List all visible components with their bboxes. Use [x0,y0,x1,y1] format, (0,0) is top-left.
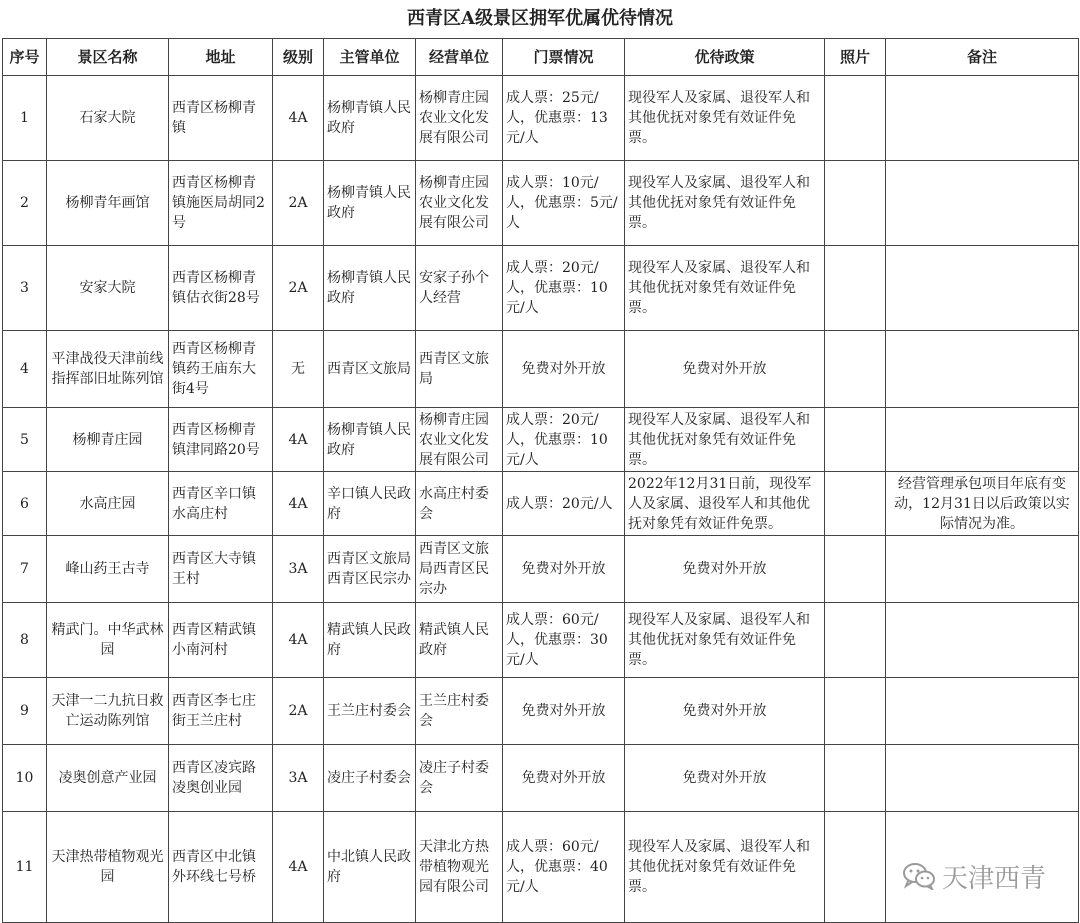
cell-name: 杨柳青年画馆 [47,161,169,246]
cell-ticket: 成人票：10元/人，优惠票：5元/人 [503,161,625,246]
cell-address: 西青区杨柳青镇施医局胡同2号 [169,161,273,246]
cell-no: 7 [3,536,47,603]
cell-level: 3A [273,745,324,812]
table-row [3,76,1079,161]
cell-name: 精武门。中华武林园 [47,603,169,678]
cell-remark [886,246,1079,331]
cell-remark [886,745,1079,812]
cell-photo [825,331,886,408]
cell-ticket: 成人票：20元/人 [503,472,625,536]
table-row [3,678,1079,745]
cell-address: 西青区杨柳青镇药王庙东大街4号 [169,331,273,408]
cell-operator: 凌庄子村委会 [416,745,503,812]
cell-authority: 杨柳青镇人民政府 [324,161,416,246]
header-authority: 主管单位 [324,39,416,76]
cell-level: 4A [273,812,324,923]
cell-address: 西青区凌宾路凌奥创业园 [169,745,273,812]
cell-remark [886,678,1079,745]
cell-name: 凌奥创意产业园 [47,745,169,812]
cell-policy: 现役军人及家属、退役军人和其他优抚对象凭有效证件免票。 [625,408,825,472]
cell-operator: 精武镇人民政府 [416,603,503,678]
cell-photo [825,76,886,161]
cell-address: 西青区李七庄街王兰庄村 [169,678,273,745]
cell-operator: 杨柳青庄园农业文化发展有限公司 [416,161,503,246]
cell-level: 4A [273,603,324,678]
table-row [3,161,1079,246]
cell-level: 3A [273,536,324,603]
header-no: 序号 [3,39,47,76]
cell-authority: 精武镇人民政府 [324,603,416,678]
cell-authority: 杨柳青镇人民政府 [324,408,416,472]
cell-policy: 免费对外开放 [625,678,825,745]
cell-policy: 免费对外开放 [625,331,825,408]
wechat-icon [902,862,936,890]
cell-address: 西青区中北镇外环线七号桥 [169,812,273,923]
cell-level: 4A [273,408,324,472]
cell-ticket: 成人票：25元/人，优惠票：13元/人 [503,76,625,161]
cell-address: 西青区杨柳青镇 [169,76,273,161]
cell-remark [886,408,1079,472]
cell-level: 2A [273,246,324,331]
header-remark: 备注 [886,39,1079,76]
cell-operator: 王兰庄村委会 [416,678,503,745]
cell-policy: 免费对外开放 [625,536,825,603]
cell-authority: 杨柳青镇人民政府 [324,246,416,331]
cell-name: 安家大院 [47,246,169,331]
cell-name: 平津战役天津前线指挥部旧址陈列馆 [47,331,169,408]
cell-remark [886,76,1079,161]
header-name: 景区名称 [47,39,169,76]
header-address: 地址 [169,39,273,76]
cell-name: 石家大院 [47,76,169,161]
watermark [902,858,1046,894]
cell-policy: 现役军人及家属、退役军人和其他优抚对象凭有效证件免票。 [625,812,825,923]
table-row [3,472,1079,536]
cell-level: 2A [273,678,324,745]
cell-level: 4A [273,472,324,536]
cell-ticket: 免费对外开放 [503,745,625,812]
cell-photo [825,161,886,246]
cell-photo [825,408,886,472]
cell-operator: 天津北方热带植物观光园有限公司 [416,812,503,923]
cell-photo [825,812,886,923]
cell-photo [825,472,886,536]
header-level: 级别 [273,39,324,76]
cell-level: 2A [273,161,324,246]
cell-no: 10 [3,745,47,812]
header-row [3,39,1079,76]
table-row [3,246,1079,331]
header-ticket: 门票情况 [503,39,625,76]
cell-address: 西青区大寺镇王村 [169,536,273,603]
cell-name: 杨柳青庄园 [47,408,169,472]
cell-no: 5 [3,408,47,472]
cell-no: 1 [3,76,47,161]
cell-ticket: 成人票：60元/人，优惠票：40元/人 [503,812,625,923]
cell-remark: 经营管理承包项目年底有变动，12月31日以后政策以实际情况为准。 [886,472,1079,536]
cell-remark [886,331,1079,408]
cell-photo [825,745,886,812]
cell-authority: 凌庄子村委会 [324,745,416,812]
cell-ticket: 成人票：20元/人，优惠票：10元/人 [503,246,625,331]
cell-address: 西青区精武镇小南河村 [169,603,273,678]
cell-operator: 杨柳青庄园农业文化发展有限公司 [416,76,503,161]
cell-name: 天津一二九抗日救亡运动陈列馆 [47,678,169,745]
cell-policy: 免费对外开放 [625,745,825,812]
cell-name: 天津热带植物观光园 [47,812,169,923]
cell-no: 3 [3,246,47,331]
cell-photo [825,678,886,745]
cell-no: 8 [3,603,47,678]
cell-authority: 西青区文旅局 [324,331,416,408]
watermark-text: 天津西青 [941,863,1046,894]
cell-operator: 西青区文旅局西青区民宗办 [416,536,503,603]
page-title: 西青区A级景区拥军优属优待情况 [407,8,673,29]
header-policy: 优待政策 [625,39,825,76]
cell-policy: 现役军人及家属、退役军人和其他优抚对象凭有效证件免票。 [625,246,825,331]
table-row [3,536,1079,603]
cell-authority: 中北镇人民政府 [324,812,416,923]
cell-operator: 安家子孙个人经营 [416,246,503,331]
cell-ticket: 免费对外开放 [503,331,625,408]
cell-level: 4A [273,76,324,161]
cell-no: 9 [3,678,47,745]
cell-no: 11 [3,812,47,923]
table-row [3,745,1079,812]
cell-name: 峰山药王古寺 [47,536,169,603]
cell-photo [825,603,886,678]
cell-no: 2 [3,161,47,246]
cell-address: 西青区辛口镇水高庄村 [169,472,273,536]
table-row [3,603,1079,678]
cell-ticket: 成人票：20元/人，优惠票：10元/人 [503,408,625,472]
cell-authority: 杨柳青镇人民政府 [324,76,416,161]
cell-authority: 辛口镇人民政府 [324,472,416,536]
cell-remark [886,603,1079,678]
cell-ticket: 免费对外开放 [503,536,625,603]
cell-photo [825,536,886,603]
cell-authority: 西青区文旅局西青区民宗办 [324,536,416,603]
cell-address: 西青区杨柳青镇津同路20号 [169,408,273,472]
header-photo: 照片 [825,39,886,76]
cell-ticket: 成人票：60元/人，优惠票：30元/人 [503,603,625,678]
header-operator: 经营单位 [416,39,503,76]
cell-policy: 现役军人及家属、退役军人和其他优抚对象凭有效证件免票。 [625,603,825,678]
cell-operator: 杨柳青庄园农业文化发展有限公司 [416,408,503,472]
cell-operator: 西青区文旅局 [416,331,503,408]
cell-no: 6 [3,472,47,536]
cell-policy: 现役军人及家属、退役军人和其他优抚对象凭有效证件免票。 [625,76,825,161]
cell-level: 无 [273,331,324,408]
cell-policy: 现役军人及家属、退役军人和其他优抚对象凭有效证件免票。 [625,161,825,246]
scenic-spot-table [2,38,1079,923]
cell-name: 水高庄园 [47,472,169,536]
cell-ticket: 免费对外开放 [503,678,625,745]
cell-operator: 水高庄村委会 [416,472,503,536]
cell-address: 西青区杨柳青镇估衣街28号 [169,246,273,331]
cell-photo [825,246,886,331]
table-row [3,331,1079,408]
cell-authority: 王兰庄村委会 [324,678,416,745]
cell-no: 4 [3,331,47,408]
cell-remark [886,536,1079,603]
cell-policy: 2022年12月31日前，现役军人及家属、退役军人和其他优抚对象凭有效证件免票。 [625,472,825,536]
cell-remark [886,161,1079,246]
table-row [3,408,1079,472]
